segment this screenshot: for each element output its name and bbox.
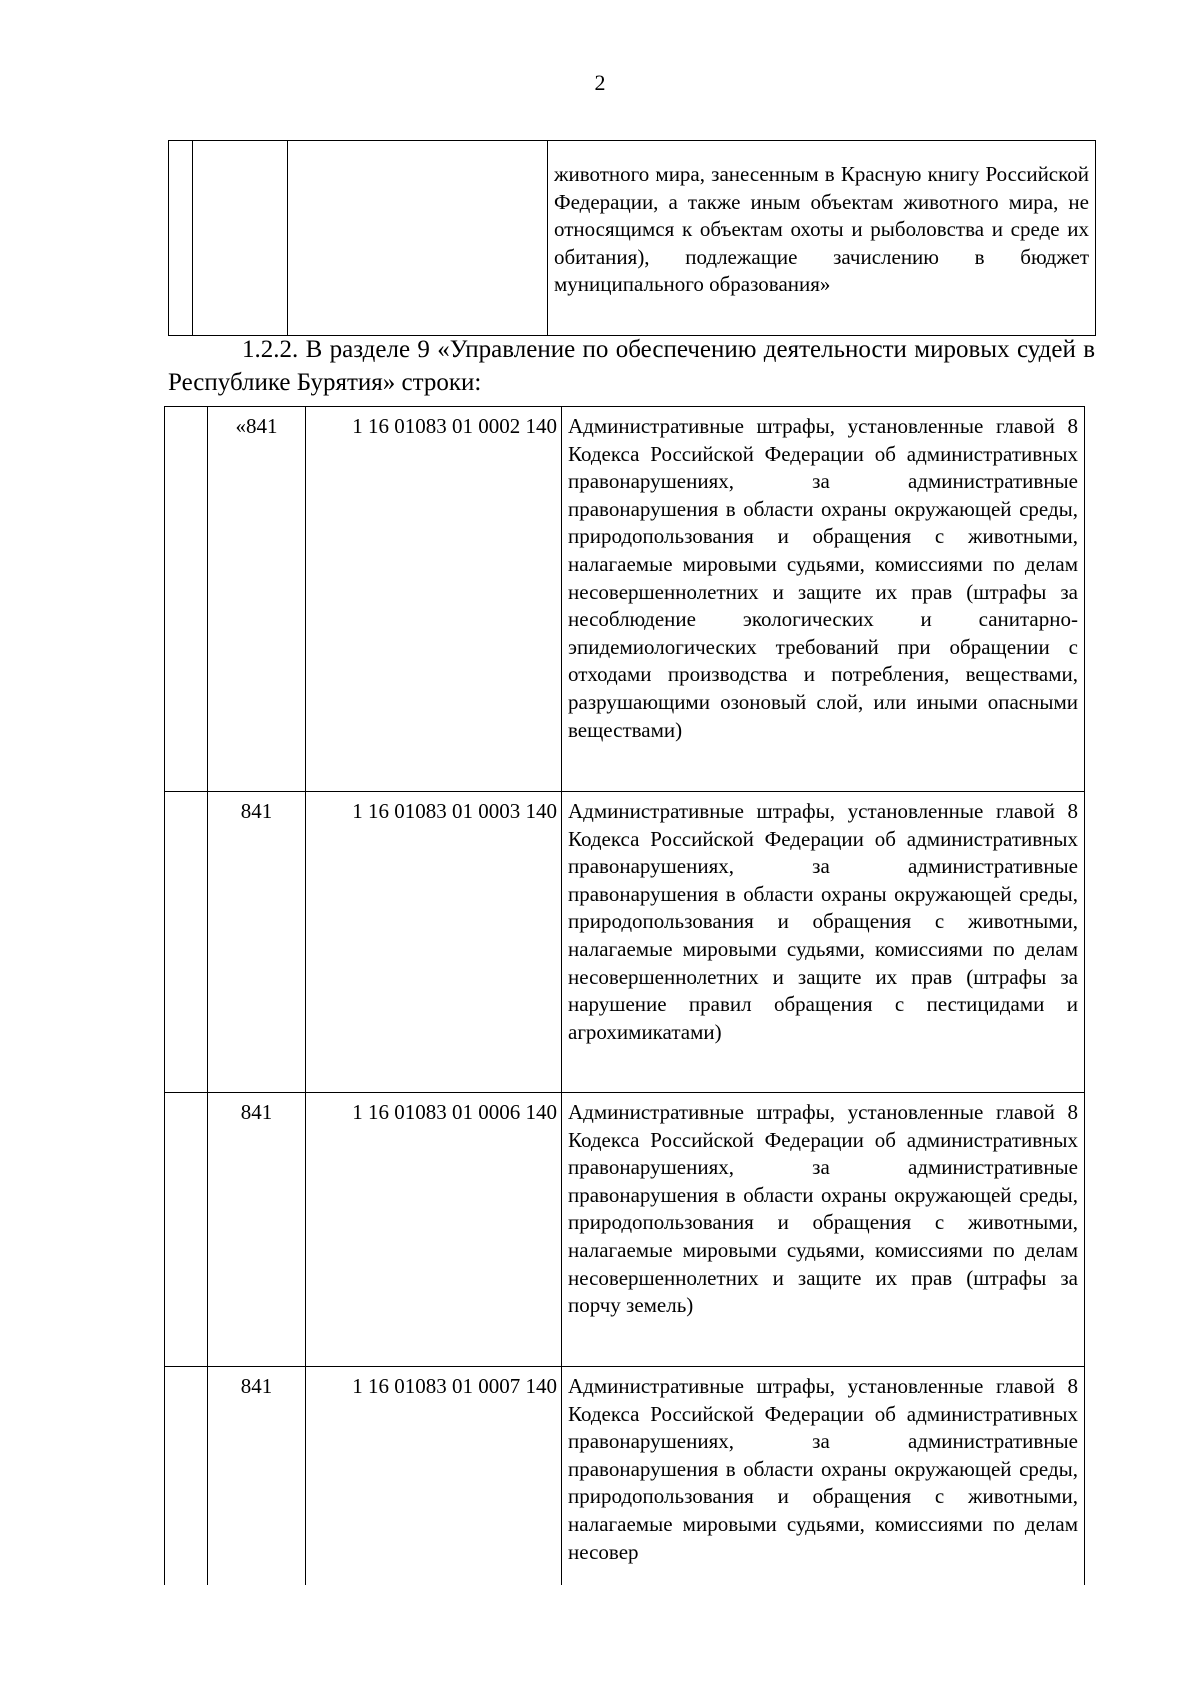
margin-cell: [165, 1093, 208, 1367]
budget-code-cell: 1 16 01083 01 0007 140: [306, 1367, 562, 1586]
paragraph-text: 1.2.2. В разделе 9 «Управление по обеспечению деятельности мировых судей в Республике Бурятия» строки:: [168, 336, 1095, 396]
margin-cell: [165, 1367, 208, 1586]
table-row: [165, 1367, 1085, 1586]
budget-code-cell: 1 16 01083 01 0003 140: [306, 792, 562, 1093]
margin-cell: [165, 792, 208, 1093]
description-text: Административные штрафы, установленные главой 8 Кодекса Российской Федерации об административных правонарушениях, за административные правонарушения в области охраны окружающей среды, природопользования и обращения с животными, налагаемые мировыми судьями, комиссиями по делам несовершеннолетних и защите их прав (штрафы за нарушение правил обращения с пестицидами и агрохимикатами): [568, 799, 1078, 1044]
table-row: [169, 141, 1096, 336]
org-code-cell: 841: [208, 1093, 306, 1367]
description-cell: [548, 141, 1096, 336]
org-code-cell: [193, 141, 288, 336]
page-number: 2: [594, 70, 606, 95]
amendment-paragraph: [168, 333, 1095, 399]
budget-code-cell: [288, 141, 548, 336]
description-cell: [562, 1093, 1085, 1367]
budget-code-cell: 1 16 01083 01 0006 140: [306, 1093, 562, 1367]
description-text: Административные штрафы, установленные главой 8 Кодекса Российской Федерации об административных правонарушениях, за административные правонарушения в области охраны окружающей среды, природопользования и обращения с животными, налагаемые мировыми судьями, комиссиями по делам несовершеннолетних и защите их прав (штрафы за порчу земель): [568, 1100, 1078, 1318]
description-cell: [562, 1367, 1085, 1586]
margin-cell: [165, 407, 208, 792]
description-cell: [562, 407, 1085, 792]
table-continued: [168, 140, 1096, 336]
table-row: [165, 1093, 1085, 1367]
table-row: [165, 792, 1085, 1093]
org-code-cell: «841: [208, 407, 306, 792]
table-revenue-codes: [164, 406, 1085, 1585]
budget-code-cell: 1 16 01083 01 0002 140: [306, 407, 562, 792]
description-text: Административные штрафы, установленные главой 8 Кодекса Российской Федерации об административных правонарушениях, за административные правонарушения в области охраны окружающей среды, природопользования и обращения с животными, налагаемые мировыми судьями, комиссиями по делам несовершеннолетних и защите их прав (штрафы за несоблюдение экологических и санитарно-эпидемиологических требований при обращении с отходами производства и потребления, веществами, разрушающими озоновый слой, или иными опасными веществами): [568, 414, 1078, 742]
org-code-cell: 841: [208, 1367, 306, 1586]
table-row: [165, 407, 1085, 792]
description-text: Административные штрафы, установленные главой 8 Кодекса Российской Федерации об административных правонарушениях, за административные правонарушения в области охраны окружающей среды, природопользования и обращения с животными, налагаемые мировыми судьями, комиссиями по делам несовер: [568, 1374, 1078, 1564]
description-text: животного мира, занесенным в Красную книгу Российской Федерации, а также иным объектам животного мира, не относящимся к объектам охоты и рыболовства и среде их обитания), подлежащие зачислению в бюджет муниципального образования»: [554, 162, 1089, 297]
description-cell: [562, 792, 1085, 1093]
org-code-cell: 841: [208, 792, 306, 1093]
margin-cell: [169, 141, 193, 336]
